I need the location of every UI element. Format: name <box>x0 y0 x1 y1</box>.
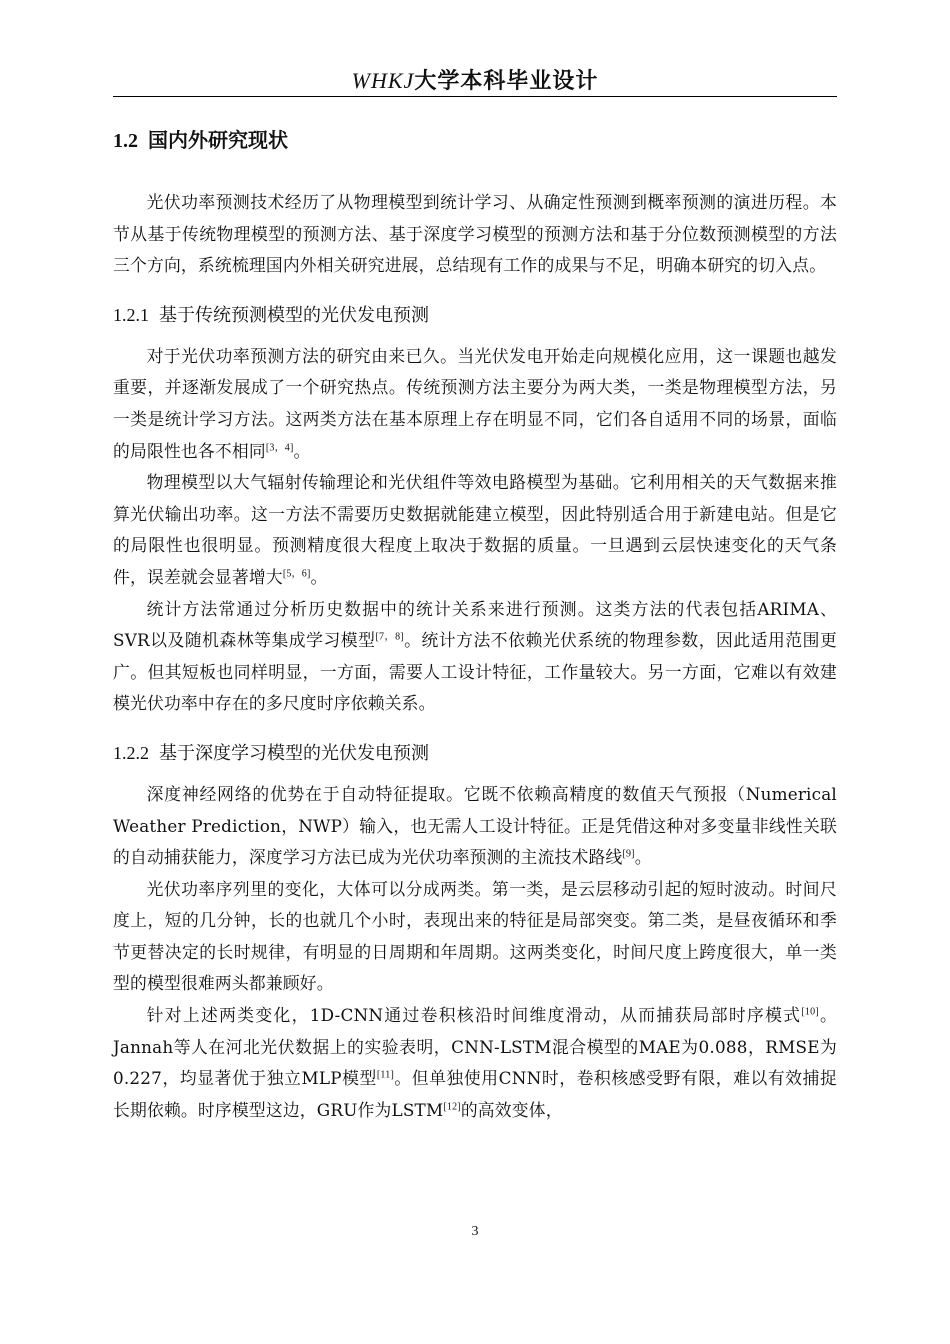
page-number: 3 <box>471 1224 479 1239</box>
section-heading <box>113 124 837 157</box>
subsection-title: 基于深度学习模型的光伏发电预测 <box>159 742 429 764</box>
header-rule <box>113 96 837 97</box>
paragraph-text: 统计方法常通过分析历史数据中的统计关系来进行预测。这类方法的代表包括ARIMA、SVR以及随机森林等集成学习模型 <box>113 598 837 651</box>
paragraph <box>113 1000 837 1126</box>
paragraph-text: 的高效变体， <box>460 1099 563 1120</box>
header-title: 大学本科毕业设计 <box>414 69 599 94</box>
citation: [3，4] <box>265 441 294 453</box>
paragraph-text: 。Jannah等人在河北光伏数据上的实验表明，CNN-LSTM混合模型的MAE为0.088，RMSE为0.227，均显著优于独立MLP模型 <box>113 1005 837 1089</box>
subsection-number: 1.2.1 <box>113 304 149 325</box>
paragraph-end: 。 <box>293 440 311 461</box>
paragraph: 光伏功率序列里的变化，大体可以分成两类。第一类，是云层移动引起的短时波动。时间尺度上，短的几分钟，长的也就几个小时，表现出来的特征是局部突变。第二类，是昼夜循环和季节更替决定的长时规律，有明显的日周期和年周期。这两类变化，时间尺度上跨度很大，单一类型的模型很难两头都兼顾好。 <box>113 878 837 994</box>
subsection-title: 基于传统预测模型的光伏发电预测 <box>159 304 429 326</box>
page-header <box>113 64 837 96</box>
page-body <box>113 118 837 1126</box>
paragraph-end: 。 <box>310 566 328 587</box>
citation: [11] <box>376 1069 394 1081</box>
citation: [5，6] <box>282 568 311 580</box>
section-number: 1.2 <box>113 130 138 152</box>
paragraph-text: 物理模型以大气辐射传输理论和光伏组件等效电路模型为基础。它利用相关的天气数据来推算光伏输出功率。这一方法不需要历史数据就能建立模型，因此特别适合用于新建电站。但是它的局限性也很明显。预测精度很大程度上取决于数据的质量。一旦遇到云层快速变化的天气条件，误差就会显著增大 <box>113 472 837 587</box>
paragraph-end: 。 <box>634 847 652 868</box>
paragraph-text: 。统计方法不依赖光伏系统的物理参数，因此适用范围更广。但其短板也同样明显，一方面，需要人工设计特征，工作量较大。另一方面，它难以有效建模光伏功率中存在的多尺度时序依赖关系。 <box>113 630 837 714</box>
paragraph-text: 。但单独使用CNN时，卷积核感受野有限，难以有效捕捉长期依赖。时序模型这边，GRU作为LSTM <box>113 1068 837 1120</box>
citation: [7，8] <box>375 631 404 643</box>
paragraph <box>113 779 837 874</box>
citation: [12] <box>443 1101 461 1113</box>
header-latin: WHKJ <box>351 68 415 93</box>
section-title: 国内外研究现状 <box>148 128 288 152</box>
subsection-heading-1 <box>113 300 837 331</box>
paragraph <box>113 594 837 720</box>
paragraph-text: 针对上述两类变化，1D-CNN通过卷积核沿时间维度滑动，从而捕获局部时序模式 <box>146 1005 802 1026</box>
paragraph <box>113 341 837 467</box>
citation: [9] <box>622 848 635 860</box>
subsection-number: 1.2.2 <box>113 742 149 763</box>
paragraph-text: 对于光伏功率预测方法的研究由来已久。当光伏发电开始走向规模化应用，这一课题也越发重要，并逐渐发展成了一个研究热点。传统预测方法主要分为两大类，一类是物理模型方法，另一类是统计学习方法。这两类方法在基本原理上存在明显不同，它们各自适用不同的场景，面临的局限性也各不相同 <box>113 345 837 461</box>
paragraph <box>113 467 837 593</box>
citation: [10] <box>801 1006 819 1018</box>
section-intro-paragraph: 光伏功率预测技术经历了从物理模型到统计学习、从确定性预测到概率预测的演进历程。本节从基于传统物理模型的预测方法、基于深度学习模型的预测方法和基于分位数预测模型的方法三个方向，系统梳理国内外相关研究进展，总结现有工作的成果与不足，明确本研究的切入点。 <box>113 192 837 276</box>
paragraph-text: 深度神经网络的优势在于自动特征提取。它既不依赖高精度的数值天气预报（Numerical Weather Prediction，NWP）输入，也无需人工设计特征。正是凭借这种对多变量非线性关联的自动捕获能力，深度学习方法已成为光伏功率预测的主流技术路线 <box>113 783 837 868</box>
subsection-heading-2 <box>113 738 837 769</box>
